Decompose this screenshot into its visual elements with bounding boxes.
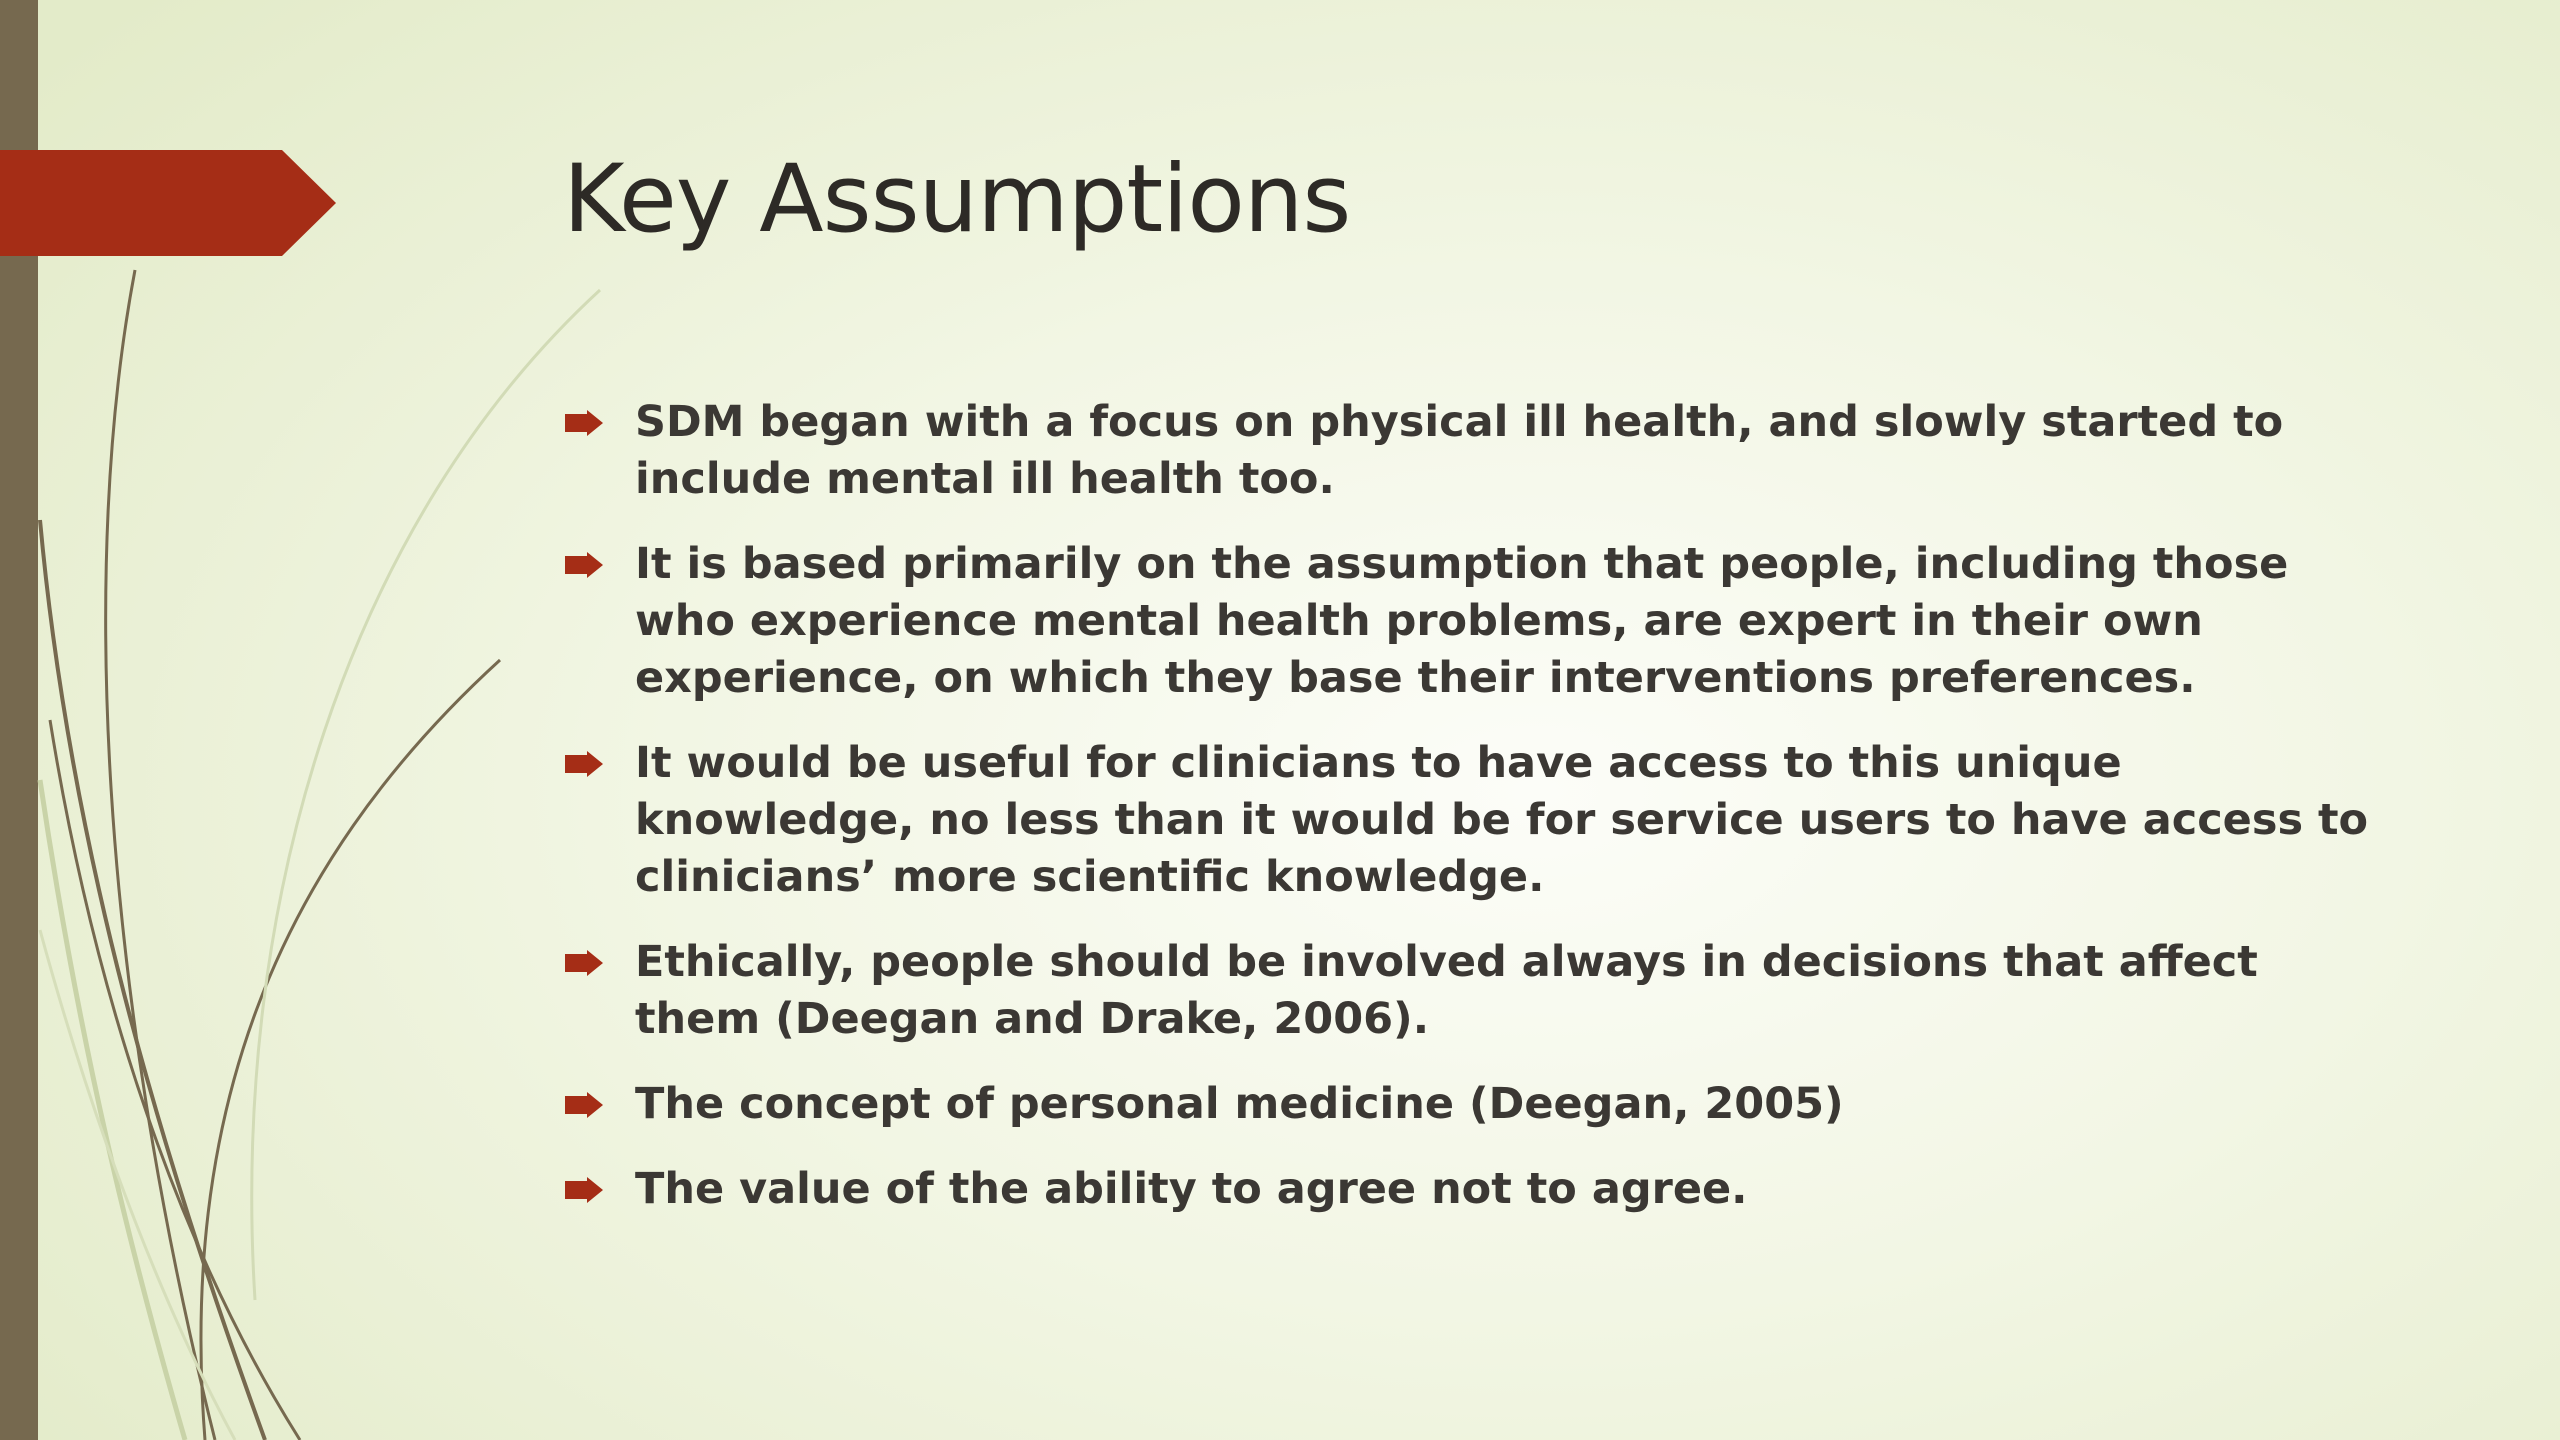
bullet-item	[563, 1076, 2393, 1133]
bullet-item	[563, 394, 2393, 508]
arrow-bullet-icon	[565, 552, 603, 578]
bullet-item	[563, 735, 2393, 906]
arrow-bullet-icon	[565, 1092, 603, 1118]
arrow-bullet-icon	[565, 1177, 603, 1203]
bullet-list	[563, 394, 2393, 1246]
arrow-bullet-icon	[565, 950, 603, 976]
bullet-text: Ethically, people should be involved always in decisions that affect them (Deegan and Drake, 2006).	[635, 937, 2258, 1044]
bullet-text: The concept of personal medicine (Deegan, 2005)	[635, 1079, 1844, 1129]
bullet-item	[563, 536, 2393, 707]
bullet-item	[563, 934, 2393, 1048]
bullet-text: It would be useful for clinicians to have access to this unique knowledge, no less than it would be for service users to have access to clinicians’ more scientific knowledge.	[635, 738, 2369, 902]
bullet-text: SDM began with a focus on physical ill health, and slowly started to include mental ill health too.	[635, 397, 2284, 504]
slide-title: Key Assumptions	[563, 145, 1351, 254]
bullet-text: The value of the ability to agree not to agree.	[635, 1164, 1748, 1214]
bullet-item	[563, 1161, 2393, 1218]
bullet-text: It is based primarily on the assumption that people, including those who experience mental health problems, are expert in their own experience, on which they base their interventions preferences.	[635, 539, 2289, 703]
title-accent-tab	[0, 150, 336, 256]
arrow-bullet-icon	[565, 751, 603, 777]
arrow-bullet-icon	[565, 410, 603, 436]
